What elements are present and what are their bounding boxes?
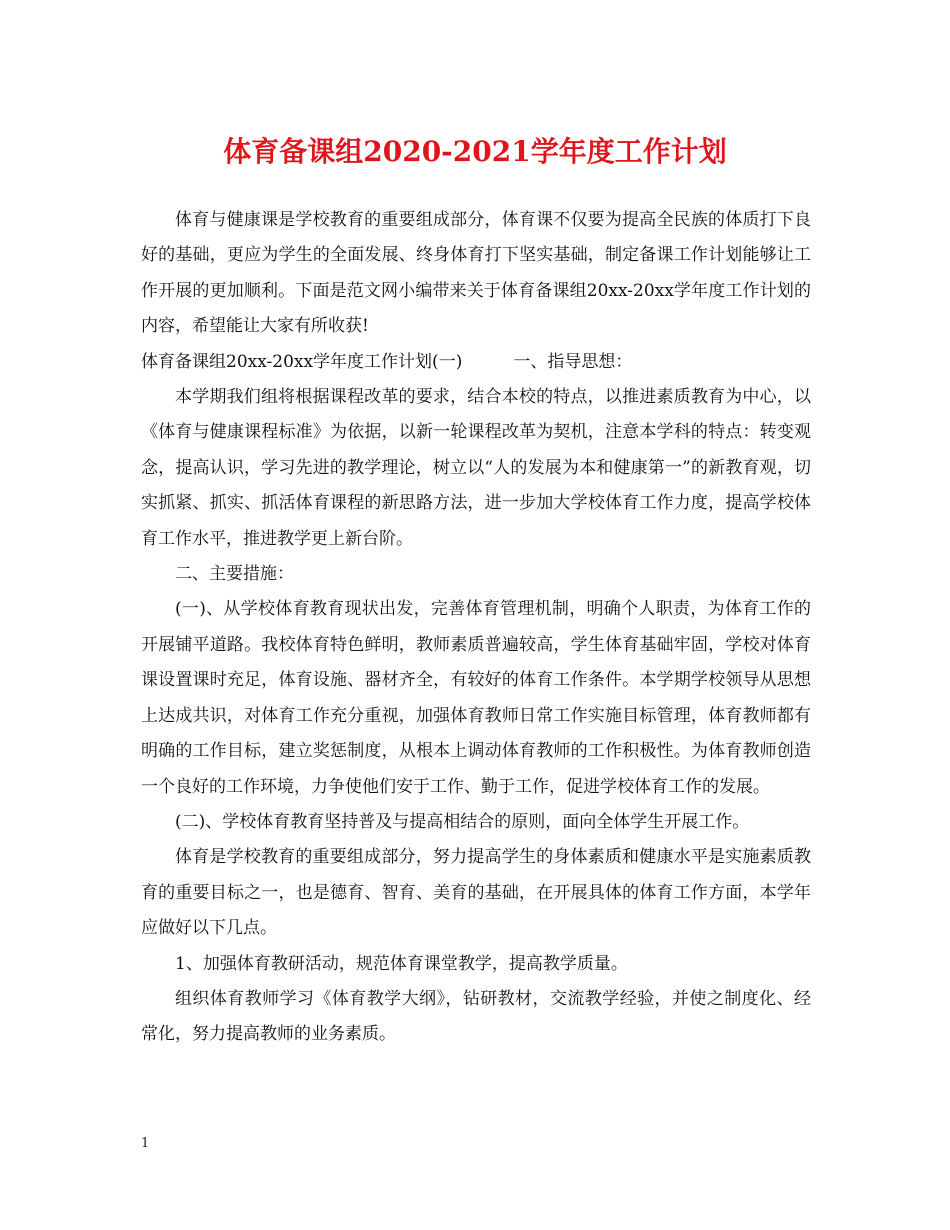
plan-heading-line: 体育备课组20xx-20xx学年度工作计划(一) 一、指导思想： — [141, 351, 633, 372]
main-measures-heading: 二、主要措施： — [175, 564, 294, 585]
document-body — [141, 203, 811, 1053]
document-title: 体育备课组2020-2021学年度工作计划 — [223, 135, 727, 168]
item-one-heading: 1、加强体育教研活动，规范体育课堂教学，提高教学质量。 — [175, 953, 628, 974]
measure-one-paragraph: (一)、从学校体育教育现状出发，完善体育管理机制，明确个人职责，为体育工作的开展铺平道路。我校体育特色鲜明，教师素质普遍较高，学生体育基础牢固，学校对体育课设置课时充足，体育设施、器材齐全，有较好的体育工作条件。本学期学校领导从思想上达成共识，对体育工作充分重视，加强体育教师日常工作实施目标管理，体育教师都有明确的工作目标，建立奖惩制度，从根本上调动体育教师的工作积极性。为体育教师创造一个良好的工作环境，力争使他们安于工作、勤于工作，促进学校体育工作的发展。 — [141, 599, 811, 797]
guiding-thought-paragraph: 本学期我们组将根据课程改革的要求，结合本校的特点，以推进素质教育为中心，以《体育与健康课程标准》为依据，以新一轮课程改革为契机，注意本学科的特点：转变观念，提高认识，学习先进的教学理论，树立以“人的发展为本和健康第一”的新教育观，切实抓紧、抓实、抓活体育课程的新思路方法，进一步加大学校体育工作力度，提高学校体育工作水平，推进教学更上新台阶。 — [141, 387, 811, 549]
intro-paragraph: 体育与健康课是学校教育的重要组成部分，体育课不仅要为提高全民族的体质打下良好的基础，更应为学生的全面发展、终身体育打下坚实基础，制定备课工作计划能够让工作开展的更加顺利。下面是范文网小编带来关于体育备课组20xx-20xx学年度工作计划的内容，希望能让大家有所收获! — [141, 210, 811, 337]
measure-two-heading: (二)、学校体育教育坚持普及与提高相结合的原则，面向全体学生开展工作。 — [175, 811, 750, 832]
item-one-paragraph: 组织体育教师学习《体育教学大纲》，钻研教材，交流教学经验，并使之制度化、经常化，努力提高教师的业务素质。 — [141, 988, 811, 1045]
page-number: 1 — [141, 1136, 150, 1151]
pe-importance-paragraph: 体育是学校教育的重要组成部分，努力提高学生的身体素质和健康水平是实施素质教育的重要目标之一，也是德育、智育、美育的基础，在开展具体的体育工作方面，本学年应做好以下几点。 — [141, 847, 811, 939]
